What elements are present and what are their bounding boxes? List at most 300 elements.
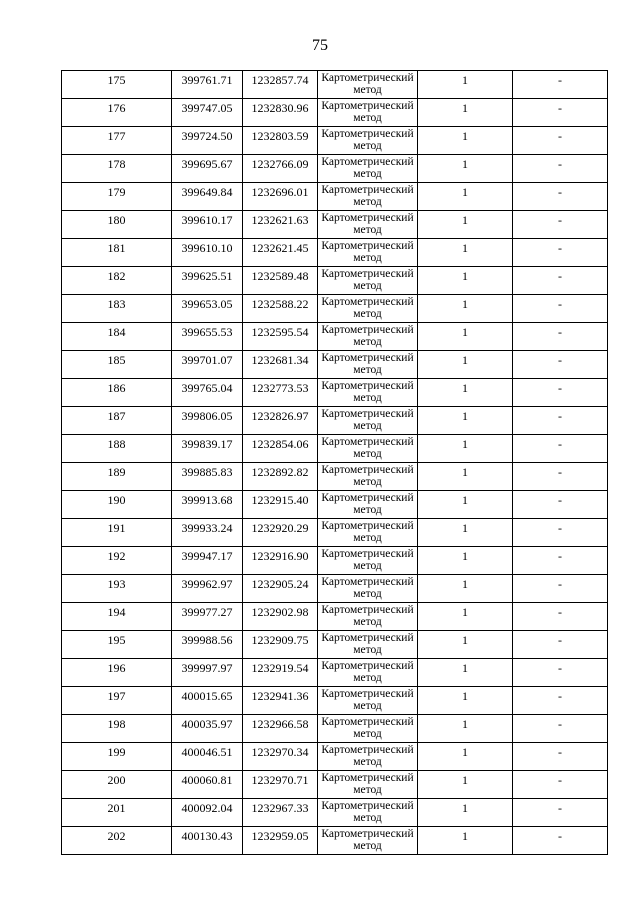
method-cell-text: Картометрический метод (321, 492, 414, 516)
y-coordinate-cell (243, 603, 318, 631)
description-cell-text: - (558, 185, 562, 199)
table-row (62, 211, 608, 239)
x-coordinate-cell (172, 239, 243, 267)
point-number-cell-text: 181 (107, 241, 126, 255)
description-cell (513, 687, 608, 715)
accuracy-cell (418, 99, 513, 127)
x-coordinate-cell (172, 771, 243, 799)
description-cell (513, 127, 608, 155)
accuracy-cell-text: 1 (462, 409, 468, 423)
accuracy-cell-text: 1 (462, 213, 468, 227)
point-number-cell-text: 176 (107, 101, 126, 115)
description-cell-text: - (558, 325, 562, 339)
y-coordinate-cell-text: 1232830.96 (251, 101, 309, 115)
point-number-cell (62, 155, 172, 183)
y-coordinate-cell-text: 1232621.45 (251, 241, 309, 255)
x-coordinate-cell-text: 399839.17 (181, 437, 233, 451)
description-cell-text: - (558, 269, 562, 283)
description-cell (513, 323, 608, 351)
description-cell (513, 603, 608, 631)
y-coordinate-cell-text: 1232681.34 (251, 353, 309, 367)
method-cell-text: Картометрический метод (321, 464, 414, 488)
description-cell-text: - (558, 297, 562, 311)
accuracy-cell (418, 267, 513, 295)
table-row (62, 435, 608, 463)
accuracy-cell (418, 351, 513, 379)
x-coordinate-cell-text: 399610.17 (181, 213, 233, 227)
x-coordinate-cell-text: 399913.68 (181, 493, 233, 507)
description-cell (513, 575, 608, 603)
description-cell-text: - (558, 521, 562, 535)
x-coordinate-cell (172, 127, 243, 155)
accuracy-cell-text: 1 (462, 353, 468, 367)
table-row (62, 155, 608, 183)
table-row (62, 127, 608, 155)
description-cell-text: - (558, 549, 562, 563)
x-coordinate-cell-text: 399806.05 (181, 409, 233, 423)
table-row (62, 603, 608, 631)
accuracy-cell (418, 435, 513, 463)
point-number-cell (62, 659, 172, 687)
point-number-cell (62, 463, 172, 491)
method-cell-text: Картометрический метод (321, 800, 414, 824)
y-coordinate-cell (243, 323, 318, 351)
accuracy-cell-text: 1 (462, 745, 468, 759)
table-row (62, 687, 608, 715)
accuracy-cell-text: 1 (462, 829, 468, 843)
x-coordinate-cell (172, 547, 243, 575)
accuracy-cell-text: 1 (462, 465, 468, 479)
y-coordinate-cell-text: 1232966.58 (251, 717, 309, 731)
method-cell-text: Картометрический метод (321, 212, 414, 236)
method-cell (318, 715, 418, 743)
y-coordinate-cell-text: 1232589.48 (251, 269, 309, 283)
table-row (62, 631, 608, 659)
description-cell-text: - (558, 157, 562, 171)
description-cell (513, 547, 608, 575)
x-coordinate-cell-text: 400092.04 (181, 801, 233, 815)
point-number-cell-text: 192 (107, 549, 126, 563)
method-cell-text: Картометрический метод (321, 632, 414, 656)
method-cell (318, 687, 418, 715)
accuracy-cell (418, 771, 513, 799)
description-cell-text: - (558, 353, 562, 367)
x-coordinate-cell-text: 399761.71 (181, 73, 233, 87)
point-number-cell (62, 771, 172, 799)
y-coordinate-cell-text: 1232595.54 (251, 325, 309, 339)
table-row (62, 659, 608, 687)
point-number-cell-text: 183 (107, 297, 126, 311)
table-row (62, 99, 608, 127)
y-coordinate-cell-text: 1232916.90 (251, 549, 309, 563)
method-cell (318, 183, 418, 211)
table-row (62, 575, 608, 603)
description-cell-text: - (558, 409, 562, 423)
description-cell-text: - (558, 745, 562, 759)
y-coordinate-cell-text: 1232919.54 (251, 661, 309, 675)
point-number-cell (62, 239, 172, 267)
x-coordinate-cell (172, 407, 243, 435)
accuracy-cell (418, 603, 513, 631)
point-number-cell-text: 177 (107, 129, 126, 143)
y-coordinate-cell (243, 715, 318, 743)
table-row (62, 491, 608, 519)
method-cell-text: Картометрический метод (321, 324, 414, 348)
point-number-cell-text: 191 (107, 521, 126, 535)
method-cell (318, 71, 418, 99)
x-coordinate-cell-text: 399701.07 (181, 353, 233, 367)
point-number-cell (62, 631, 172, 659)
accuracy-cell (418, 379, 513, 407)
point-number-cell (62, 547, 172, 575)
description-cell-text: - (558, 213, 562, 227)
y-coordinate-cell-text: 1232909.75 (251, 633, 309, 647)
y-coordinate-cell (243, 743, 318, 771)
y-coordinate-cell-text: 1232970.34 (251, 745, 309, 759)
y-coordinate-cell (243, 491, 318, 519)
description-cell (513, 463, 608, 491)
accuracy-cell (418, 547, 513, 575)
description-cell (513, 211, 608, 239)
accuracy-cell (418, 827, 513, 855)
point-number-cell (62, 491, 172, 519)
accuracy-cell-text: 1 (462, 773, 468, 787)
x-coordinate-cell (172, 715, 243, 743)
accuracy-cell (418, 71, 513, 99)
point-number-cell-text: 188 (107, 437, 126, 451)
x-coordinate-cell-text: 400035.97 (181, 717, 233, 731)
accuracy-cell (418, 127, 513, 155)
point-number-cell (62, 323, 172, 351)
x-coordinate-cell (172, 491, 243, 519)
accuracy-cell-text: 1 (462, 661, 468, 675)
description-cell (513, 799, 608, 827)
accuracy-cell (418, 295, 513, 323)
point-number-cell-text: 186 (107, 381, 126, 395)
x-coordinate-cell-text: 399997.97 (181, 661, 233, 675)
accuracy-cell (418, 575, 513, 603)
table-row (62, 463, 608, 491)
table-row (62, 407, 608, 435)
method-cell (318, 547, 418, 575)
accuracy-cell-text: 1 (462, 381, 468, 395)
point-number-cell (62, 127, 172, 155)
x-coordinate-cell-text: 399724.50 (181, 129, 233, 143)
method-cell (318, 435, 418, 463)
method-cell (318, 127, 418, 155)
y-coordinate-cell-text: 1232826.97 (251, 409, 309, 423)
x-coordinate-cell (172, 99, 243, 127)
y-coordinate-cell-text: 1232803.59 (251, 129, 309, 143)
method-cell-text: Картометрический метод (321, 240, 414, 264)
description-cell (513, 743, 608, 771)
accuracy-cell-text: 1 (462, 605, 468, 619)
y-coordinate-cell (243, 435, 318, 463)
method-cell (318, 379, 418, 407)
point-number-cell-text: 182 (107, 269, 126, 283)
table-row (62, 379, 608, 407)
method-cell-text: Картометрический метод (321, 268, 414, 292)
x-coordinate-cell (172, 827, 243, 855)
accuracy-cell-text: 1 (462, 185, 468, 199)
description-cell-text: - (558, 577, 562, 591)
method-cell-text: Картометрический метод (321, 156, 414, 180)
accuracy-cell-text: 1 (462, 241, 468, 255)
accuracy-cell (418, 407, 513, 435)
point-number-cell-text: 200 (107, 773, 126, 787)
accuracy-cell-text: 1 (462, 689, 468, 703)
point-number-cell-text: 202 (107, 829, 126, 843)
method-cell-text: Картометрический метод (321, 688, 414, 712)
y-coordinate-cell-text: 1232915.40 (251, 493, 309, 507)
table-row (62, 323, 608, 351)
method-cell (318, 463, 418, 491)
x-coordinate-cell (172, 743, 243, 771)
method-cell-text: Картометрический метод (321, 408, 414, 432)
method-cell-text: Картометрический метод (321, 716, 414, 740)
x-coordinate-cell (172, 71, 243, 99)
point-number-cell-text: 199 (107, 745, 126, 759)
x-coordinate-cell-text: 399765.04 (181, 381, 233, 395)
point-number-cell (62, 379, 172, 407)
x-coordinate-cell-text: 399625.51 (181, 269, 233, 283)
accuracy-cell (418, 155, 513, 183)
description-cell (513, 715, 608, 743)
x-coordinate-cell-text: 399610.10 (181, 241, 233, 255)
table-row (62, 183, 608, 211)
point-number-cell (62, 211, 172, 239)
method-cell (318, 799, 418, 827)
method-cell-text: Картометрический метод (321, 548, 414, 572)
x-coordinate-cell-text: 399988.56 (181, 633, 233, 647)
y-coordinate-cell-text: 1232902.98 (251, 605, 309, 619)
x-coordinate-cell (172, 155, 243, 183)
accuracy-cell-text: 1 (462, 437, 468, 451)
description-cell-text: - (558, 605, 562, 619)
x-coordinate-cell-text: 399649.84 (181, 185, 233, 199)
accuracy-cell (418, 323, 513, 351)
x-coordinate-cell-text: 399933.24 (181, 521, 233, 535)
description-cell (513, 155, 608, 183)
table-row (62, 519, 608, 547)
x-coordinate-cell-text: 399947.17 (181, 549, 233, 563)
y-coordinate-cell-text: 1232773.53 (251, 381, 309, 395)
y-coordinate-cell (243, 827, 318, 855)
y-coordinate-cell (243, 183, 318, 211)
y-coordinate-cell (243, 127, 318, 155)
description-cell (513, 183, 608, 211)
method-cell-text: Картометрический метод (321, 576, 414, 600)
accuracy-cell (418, 463, 513, 491)
accuracy-cell-text: 1 (462, 129, 468, 143)
method-cell-text: Картометрический метод (321, 828, 414, 852)
x-coordinate-cell-text: 400015.65 (181, 689, 233, 703)
point-number-cell (62, 99, 172, 127)
description-cell-text: - (558, 437, 562, 451)
method-cell (318, 519, 418, 547)
description-cell (513, 491, 608, 519)
method-cell-text: Картометрический метод (321, 100, 414, 124)
accuracy-cell (418, 799, 513, 827)
coordinates-table-body (62, 71, 608, 855)
x-coordinate-cell-text: 399885.83 (181, 465, 233, 479)
point-number-cell (62, 351, 172, 379)
method-cell (318, 211, 418, 239)
accuracy-cell (418, 631, 513, 659)
accuracy-cell-text: 1 (462, 325, 468, 339)
accuracy-cell-text: 1 (462, 549, 468, 563)
method-cell (318, 99, 418, 127)
point-number-cell-text: 187 (107, 409, 126, 423)
description-cell-text: - (558, 73, 562, 87)
accuracy-cell (418, 715, 513, 743)
description-cell-text: - (558, 129, 562, 143)
x-coordinate-cell (172, 659, 243, 687)
y-coordinate-cell (243, 211, 318, 239)
description-cell-text: - (558, 241, 562, 255)
x-coordinate-cell (172, 379, 243, 407)
point-number-cell-text: 178 (107, 157, 126, 171)
y-coordinate-cell-text: 1232857.74 (251, 73, 309, 87)
method-cell-text: Картометрический метод (321, 436, 414, 460)
accuracy-cell-text: 1 (462, 269, 468, 283)
y-coordinate-cell (243, 155, 318, 183)
point-number-cell (62, 295, 172, 323)
y-coordinate-cell-text: 1232766.09 (251, 157, 309, 171)
point-number-cell (62, 715, 172, 743)
accuracy-cell-text: 1 (462, 577, 468, 591)
x-coordinate-cell-text: 400130.43 (181, 829, 233, 843)
y-coordinate-cell (243, 295, 318, 323)
accuracy-cell (418, 519, 513, 547)
point-number-cell (62, 603, 172, 631)
description-cell-text: - (558, 465, 562, 479)
accuracy-cell-text: 1 (462, 157, 468, 171)
method-cell-text: Картометрический метод (321, 772, 414, 796)
x-coordinate-cell (172, 463, 243, 491)
accuracy-cell (418, 659, 513, 687)
y-coordinate-cell (243, 519, 318, 547)
description-cell (513, 267, 608, 295)
point-number-cell-text: 197 (107, 689, 126, 703)
accuracy-cell-text: 1 (462, 801, 468, 815)
accuracy-cell (418, 239, 513, 267)
method-cell-text: Картометрический метод (321, 72, 414, 96)
x-coordinate-cell (172, 799, 243, 827)
y-coordinate-cell (243, 407, 318, 435)
x-coordinate-cell-text: 399747.05 (181, 101, 233, 115)
accuracy-cell (418, 183, 513, 211)
accuracy-cell-text: 1 (462, 297, 468, 311)
table-row (62, 547, 608, 575)
point-number-cell-text: 201 (107, 801, 126, 815)
method-cell-text: Картометрический метод (321, 744, 414, 768)
y-coordinate-cell-text: 1232696.01 (251, 185, 309, 199)
description-cell-text: - (558, 661, 562, 675)
description-cell (513, 239, 608, 267)
accuracy-cell-text: 1 (462, 73, 468, 87)
point-number-cell (62, 71, 172, 99)
description-cell-text: - (558, 773, 562, 787)
description-cell-text: - (558, 493, 562, 507)
y-coordinate-cell-text: 1232621.63 (251, 213, 309, 227)
x-coordinate-cell-text: 399653.05 (181, 297, 233, 311)
point-number-cell (62, 687, 172, 715)
description-cell-text: - (558, 689, 562, 703)
accuracy-cell-text: 1 (462, 101, 468, 115)
description-cell-text: - (558, 381, 562, 395)
x-coordinate-cell (172, 435, 243, 463)
description-cell (513, 407, 608, 435)
table-row (62, 771, 608, 799)
point-number-cell-text: 175 (107, 73, 126, 87)
y-coordinate-cell (243, 379, 318, 407)
table-row (62, 295, 608, 323)
x-coordinate-cell (172, 519, 243, 547)
method-cell (318, 407, 418, 435)
point-number-cell-text: 180 (107, 213, 126, 227)
method-cell-text: Картометрический метод (321, 184, 414, 208)
method-cell (318, 631, 418, 659)
method-cell-text: Картометрический метод (321, 128, 414, 152)
x-coordinate-cell (172, 351, 243, 379)
x-coordinate-cell-text: 399977.27 (181, 605, 233, 619)
y-coordinate-cell (243, 463, 318, 491)
table-row (62, 71, 608, 99)
method-cell-text: Картометрический метод (321, 296, 414, 320)
method-cell (318, 267, 418, 295)
accuracy-cell (418, 211, 513, 239)
x-coordinate-cell (172, 267, 243, 295)
description-cell-text: - (558, 633, 562, 647)
x-coordinate-cell (172, 575, 243, 603)
point-number-cell-text: 194 (107, 605, 126, 619)
method-cell (318, 827, 418, 855)
x-coordinate-cell (172, 603, 243, 631)
y-coordinate-cell (243, 99, 318, 127)
accuracy-cell (418, 491, 513, 519)
y-coordinate-cell-text: 1232967.33 (251, 801, 309, 815)
description-cell (513, 827, 608, 855)
description-cell (513, 771, 608, 799)
method-cell (318, 743, 418, 771)
y-coordinate-cell-text: 1232959.05 (251, 829, 309, 843)
description-cell (513, 659, 608, 687)
y-coordinate-cell (243, 547, 318, 575)
point-number-cell-text: 198 (107, 717, 126, 731)
y-coordinate-cell (243, 687, 318, 715)
table-row (62, 715, 608, 743)
point-number-cell (62, 267, 172, 295)
method-cell-text: Картометрический метод (321, 604, 414, 628)
accuracy-cell-text: 1 (462, 717, 468, 731)
description-cell (513, 99, 608, 127)
point-number-cell-text: 190 (107, 493, 126, 507)
method-cell-text: Картометрический метод (321, 520, 414, 544)
point-number-cell (62, 827, 172, 855)
point-number-cell (62, 407, 172, 435)
y-coordinate-cell-text: 1232588.22 (251, 297, 309, 311)
x-coordinate-cell (172, 295, 243, 323)
table-row (62, 267, 608, 295)
description-cell (513, 351, 608, 379)
accuracy-cell (418, 687, 513, 715)
accuracy-cell-text: 1 (462, 521, 468, 535)
point-number-cell-text: 179 (107, 185, 126, 199)
method-cell (318, 603, 418, 631)
point-number-cell-text: 195 (107, 633, 126, 647)
y-coordinate-cell (243, 799, 318, 827)
